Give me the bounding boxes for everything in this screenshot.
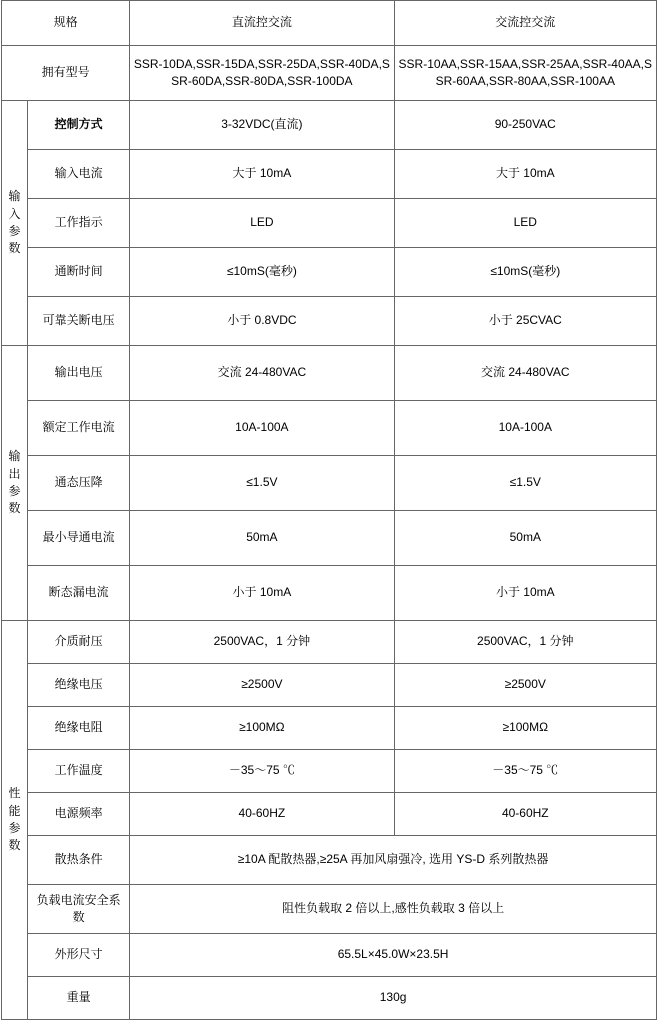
- group-char-3: 参: [8, 484, 21, 498]
- row-label: 工作温度: [28, 750, 130, 793]
- cell-dc: 3-32VDC(直流): [130, 101, 394, 150]
- row-label: 可靠关断电压: [28, 297, 130, 346]
- table-row-models: [2, 46, 657, 101]
- table-row: [2, 199, 657, 248]
- table-row: [2, 401, 657, 456]
- row-label: 额定工作电流: [28, 401, 130, 456]
- cell-dc: 小于 0.8VDC: [130, 297, 394, 346]
- table-row: [2, 664, 657, 707]
- row-label: 重量: [28, 977, 130, 1020]
- cell-dc: 40-60HZ: [130, 793, 394, 836]
- group-char-1: 输: [8, 189, 21, 204]
- table-row: [2, 836, 657, 885]
- cell-ac: 2500VAC，1 分钟: [394, 621, 656, 664]
- table-row: [2, 621, 657, 664]
- cell-merged: 65.5L×45.0W×23.5H: [130, 934, 657, 977]
- cell-dc: 交流 24-480VAC: [130, 346, 394, 401]
- table-row: [2, 456, 657, 511]
- row-label: 输出电压: [28, 346, 130, 401]
- cell-ac: ≤1.5V: [394, 456, 656, 511]
- row-label: 外形尺寸: [28, 934, 130, 977]
- row-label: 通态压降: [28, 456, 130, 511]
- cell-ac: ≥2500V: [394, 664, 656, 707]
- row-label: 最小导通电流: [28, 511, 130, 566]
- group-char-2: 出: [8, 466, 21, 481]
- row-label: 介质耐压: [28, 621, 130, 664]
- cell-dc: 10A-100A: [130, 401, 394, 456]
- header-ac-column: 交流控交流: [394, 1, 656, 46]
- group-char-1: 性: [8, 786, 21, 801]
- models-dc: SSR-10DA,SSR-15DA,SSR-25DA,SSR-40DA,SSR-60DA,SSR-80DA,SSR-100DA: [130, 46, 394, 101]
- cell-ac: 10A-100A: [394, 401, 656, 456]
- row-label: 工作指示: [28, 199, 130, 248]
- cell-dc: 2500VAC，1 分钟: [130, 621, 394, 664]
- row-label: 断态漏电流: [28, 566, 130, 621]
- cell-ac: 大于 10mA: [394, 150, 656, 199]
- table-row: [2, 248, 657, 297]
- row-label: 电源频率: [28, 793, 130, 836]
- cell-ac: －35～75 ℃: [394, 750, 656, 793]
- cell-ac: 90-250VAC: [394, 101, 656, 150]
- header-dc-column: 直流控交流: [130, 1, 394, 46]
- table-row: [2, 885, 657, 934]
- row-label: 通断时间: [28, 248, 130, 297]
- table-row: [2, 150, 657, 199]
- table-row: [2, 750, 657, 793]
- row-label: 负载电流安全系数: [28, 885, 130, 934]
- cell-ac: 50mA: [394, 511, 656, 566]
- cell-dc: ≥2500V: [130, 664, 394, 707]
- table-row: [2, 101, 657, 150]
- row-label: 控制方式: [28, 101, 130, 150]
- cell-dc: －35～75 ℃: [130, 750, 394, 793]
- cell-ac: 40-60HZ: [394, 793, 656, 836]
- cell-merged: 阻性负载取 2 倍以上,感性负载取 3 倍以上: [130, 885, 657, 934]
- cell-ac: LED: [394, 199, 656, 248]
- group-label-input: [2, 101, 28, 346]
- specification-table: [1, 0, 657, 1020]
- group-char-4: 数: [8, 501, 21, 516]
- group-char-2: 能: [8, 803, 21, 818]
- group-char-1: 输: [8, 449, 21, 464]
- cell-ac: 交流 24-480VAC: [394, 346, 656, 401]
- cell-ac: 小于 10mA: [394, 566, 656, 621]
- models-ac: SSR-10AA,SSR-15AA,SSR-25AA,SSR-40AA,SSR-60AA,SSR-80AA,SSR-100AA: [394, 46, 656, 101]
- cell-ac: ≤10mS(毫秒): [394, 248, 656, 297]
- cell-merged: 130g: [130, 977, 657, 1020]
- cell-dc: 50mA: [130, 511, 394, 566]
- table-row: [2, 566, 657, 621]
- table-row: [2, 977, 657, 1020]
- group-label-performance: [2, 621, 28, 1020]
- row-label: 输入电流: [28, 150, 130, 199]
- cell-dc: 小于 10mA: [130, 566, 394, 621]
- table-row: [2, 346, 657, 401]
- row-label-models: 拥有型号: [2, 46, 130, 101]
- group-char-2: 入: [8, 206, 21, 221]
- group-char-4: 数: [8, 838, 21, 853]
- row-label: 散热条件: [28, 836, 130, 885]
- group-char-3: 参: [8, 821, 21, 835]
- cell-dc: ≤1.5V: [130, 456, 394, 511]
- table-row: [2, 793, 657, 836]
- cell-merged: ≥10A 配散热器,≥25A 再加风扇强冷, 选用 YS-D 系列散热器: [130, 836, 657, 885]
- cell-ac: ≥100MΩ: [394, 707, 656, 750]
- row-label: 绝缘电压: [28, 664, 130, 707]
- header-spec: 规格: [2, 1, 130, 46]
- cell-ac: 小于 25CVAC: [394, 297, 656, 346]
- table-row: [2, 934, 657, 977]
- table-row: [2, 707, 657, 750]
- table-row: [2, 511, 657, 566]
- cell-dc: LED: [130, 199, 394, 248]
- cell-dc: 大于 10mA: [130, 150, 394, 199]
- group-char-4: 数: [8, 241, 21, 256]
- group-label-output: [2, 346, 28, 621]
- cell-dc: ≤10mS(毫秒): [130, 248, 394, 297]
- table-row: [2, 297, 657, 346]
- table-header-row: [2, 1, 657, 46]
- cell-dc: ≥100MΩ: [130, 707, 394, 750]
- row-label: 绝缘电阻: [28, 707, 130, 750]
- group-char-3: 参: [8, 224, 21, 238]
